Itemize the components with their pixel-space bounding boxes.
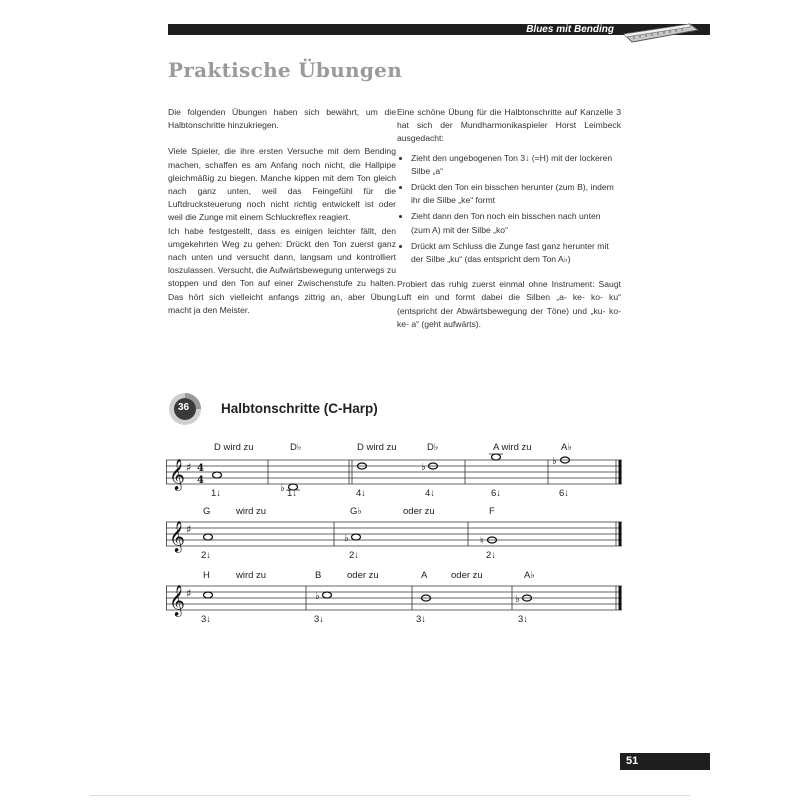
list-item: • Drückt am Schluss die Zunge fast ganz herunter mit der Silbe „ku“ (das entspricht dem Ton A♭): [411, 240, 621, 266]
hole-number: 2↓: [201, 550, 212, 561]
page-number: 51: [626, 755, 639, 767]
note-label: D wird zu: [214, 442, 254, 453]
hole-number: 3↓: [518, 614, 529, 625]
hole-number: 3↓: [314, 614, 325, 625]
list-item: • Zieht dann den Ton noch ein bisschen nach unten (zum A) mit der Silbe „ko“: [411, 210, 621, 236]
hole-number: 1↓: [211, 488, 222, 499]
svg-text:♭: ♭: [515, 594, 520, 605]
hole-number: 3↓: [416, 614, 427, 625]
hole-number: 6↓: [491, 488, 502, 499]
svg-text:♭: ♭: [344, 533, 349, 544]
divider: [90, 795, 690, 796]
section-header-label: Blues mit Bending: [526, 24, 614, 35]
note-label: B: [315, 570, 322, 581]
svg-text:4: 4: [197, 463, 204, 474]
treble-clef-icon: 𝄞: [169, 459, 185, 490]
intro-paragraph: Eine schöne Übung für die Halbtonschritte auf Kanzelle 3 hat sich der Mundharmonikaspieler Horst Leimbeck ausgedacht:: [397, 107, 621, 144]
music-staff-1: [166, 452, 628, 492]
harmonica-icon: [620, 20, 700, 46]
treble-clef-icon: 𝄞: [169, 521, 185, 552]
svg-text:♯: ♯: [186, 587, 192, 600]
list-item: • Drückt den Ton ein bisschen herunter (zum B), indem ihr die Silbe „ke“ formt: [411, 181, 621, 207]
hole-number: 4↓: [425, 488, 436, 499]
svg-text:♯: ♯: [186, 523, 192, 536]
svg-text:♯: ♯: [186, 461, 192, 474]
hole-number: 6↓: [559, 488, 570, 499]
paragraph: Die folgenden Übungen haben sich bewährt, um die Halbtonschritte hinzukriegen.: [168, 107, 396, 131]
svg-text:4: 4: [197, 475, 204, 486]
svg-text:♮: ♮: [480, 536, 484, 547]
hole-number: 2↓: [486, 550, 497, 561]
note-label: wird zu: [236, 506, 267, 517]
note-label: D♭: [290, 442, 302, 453]
section-title: Halbtonschritte (C-Harp): [221, 401, 378, 416]
note-label: A♭: [524, 570, 535, 581]
page-title: Praktische Übungen: [168, 58, 403, 82]
hole-number: 1↓: [287, 488, 298, 499]
note-label: G♭: [350, 506, 362, 517]
track-number: 36: [178, 402, 190, 413]
note-label: wird zu: [236, 570, 267, 581]
music-staff-3: [166, 578, 628, 618]
note-label: oder zu: [347, 570, 379, 581]
note-label: oder zu: [451, 570, 483, 581]
note-label: D wird zu: [357, 442, 397, 453]
hole-number: 3↓: [201, 614, 212, 625]
treble-clef-icon: 𝄞: [169, 585, 185, 616]
note-label: A: [421, 570, 428, 581]
svg-text:♭: ♭: [421, 462, 426, 473]
outro-paragraph: Probiert das ruhig zuerst einmal ohne Instrument: Saugt Luft ein und formt dabei die Silben „a- ke- ko- ku“ (entspricht der Abwärtsbewegung der Töne) und „ku- ko- ke- a“ (geht aufwärts).: [397, 279, 621, 329]
right-column: [397, 106, 621, 344]
hole-number: 2↓: [349, 550, 360, 561]
music-staff-2: [166, 514, 628, 554]
left-column: [168, 106, 396, 330]
note-label: F: [489, 506, 495, 517]
svg-text:♭: ♭: [552, 456, 557, 467]
note-label: A wird zu: [493, 442, 532, 453]
note-label: A♭: [561, 442, 572, 453]
list-item: • Zieht den ungebogenen Ton 3↓ (=H) mit der lockeren Silbe „a“: [411, 152, 621, 178]
note-label: G: [203, 506, 211, 517]
exercise-list: [397, 152, 621, 267]
svg-text:♭: ♭: [315, 591, 320, 602]
svg-text:♭: ♭: [280, 483, 285, 492]
note-label: oder zu: [403, 506, 435, 517]
note-label: H: [203, 570, 210, 581]
paragraph: Viele Spieler, die ihre ersten Versuche mit dem Bending machen, schaffen es am Anfang noch nicht, die Hallpipe gleichmäßig zu biegen. Manche kippen mit dem Ton gleich nach ganz unten, weil das Feingefühl für die Luftdrucksteuerung noch nicht richtig entwickelt ist oder weil die Zunge mit einem Schluckreflex reagiert.: [168, 146, 396, 223]
paragraph: Ich habe festgestellt, dass es einigen leichter fällt, den umgekehrten Weg zu gehen: Drückt den Ton zuerst ganz nach unten und versucht dann, langsam und kontrolliert loszulassen. Versucht, die Aufwärtsbewegung unterwegs zu stoppen und den Ton auf einer Zwischenstufe zu halten. Das hört sich vielleicht anfangs zittrig an, aber Übung macht ja den Meister.: [168, 225, 396, 315]
hole-number: 4↓: [356, 488, 367, 499]
note-label: D♭: [427, 442, 439, 453]
